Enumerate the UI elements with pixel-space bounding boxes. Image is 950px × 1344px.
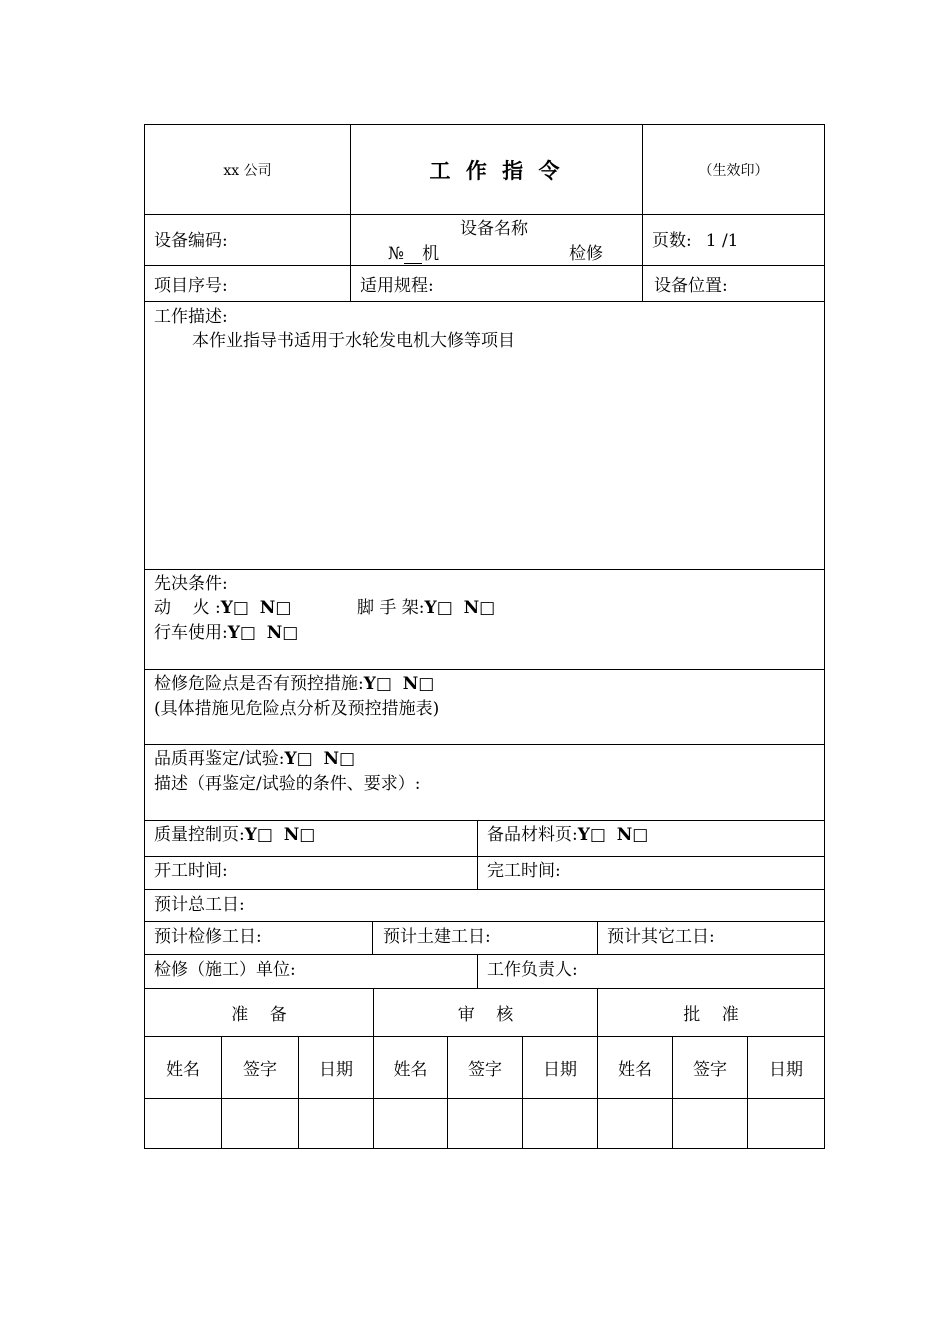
scaffold-no: N xyxy=(463,598,480,618)
qc-no: N xyxy=(283,825,300,845)
crane-yes-checkbox[interactable]: □ xyxy=(239,623,256,643)
work-desc-text: 本作业指导书适用于水轮发电机大修等项目 xyxy=(192,331,515,351)
seal-placeholder: （生效印） xyxy=(698,162,769,179)
spares-yes-checkbox[interactable]: □ xyxy=(589,825,606,845)
scaffold-no-checkbox[interactable]: □ xyxy=(479,598,496,618)
reverify-row xyxy=(154,749,355,769)
location-label: 设备位置: xyxy=(654,276,728,296)
review-date-cell[interactable] xyxy=(523,1099,597,1148)
approve-date-header: 日期 xyxy=(769,1060,803,1080)
crane-label: 行车使用: xyxy=(154,623,228,643)
hazard-no-checkbox[interactable]: □ xyxy=(418,674,435,694)
spares-no: N xyxy=(616,825,633,845)
pages-value: 1 /1 xyxy=(705,231,739,251)
reverify-no-checkbox[interactable]: □ xyxy=(339,749,356,769)
review-name-header: 姓名 xyxy=(393,1060,428,1080)
prepare-name-cell[interactable] xyxy=(145,1099,221,1148)
equipment-code-label: 设备编码: xyxy=(154,231,228,251)
hazard-yes: Y xyxy=(363,674,376,694)
prepare-name-header: 姓名 xyxy=(166,1060,200,1080)
hazard-no: N xyxy=(402,674,419,694)
finish-time-label: 完工时间: xyxy=(487,861,561,881)
group-approve: 批 准 xyxy=(683,1005,739,1025)
approve-name-cell[interactable] xyxy=(598,1099,672,1148)
approve-sign-header: 签字 xyxy=(693,1060,727,1080)
reverify-label: 品质再鉴定/试验: xyxy=(154,749,285,769)
scaffold-yes-checkbox[interactable]: □ xyxy=(436,598,453,618)
total-days-label: 预计总工日: xyxy=(154,895,245,915)
procedure-label: 适用规程: xyxy=(360,276,434,296)
prepare-date-header: 日期 xyxy=(319,1060,353,1080)
crane-no: N xyxy=(266,623,283,643)
crane-row xyxy=(154,623,298,643)
reverify-no: N xyxy=(323,749,340,769)
fire-no: N xyxy=(259,598,276,618)
reverify-desc: 描述（再鉴定/试验的条件、要求）: xyxy=(154,774,421,794)
prepare-date-cell[interactable] xyxy=(299,1099,373,1148)
civil-days-label: 预计土建工日: xyxy=(383,927,491,947)
hazard-label: 检修危险点是否有预控措施: xyxy=(154,674,364,694)
fire-row xyxy=(154,598,291,618)
qc-yes: Y xyxy=(244,825,257,845)
equipment-name-label: 设备名称 xyxy=(460,219,528,239)
spares-no-checkbox[interactable]: □ xyxy=(632,825,649,845)
crane-yes: Y xyxy=(227,623,240,643)
review-name-cell[interactable] xyxy=(374,1099,447,1148)
hazard-yes-checkbox[interactable]: □ xyxy=(375,674,392,694)
reverify-yes: Y xyxy=(284,749,297,769)
pages-field xyxy=(652,231,739,251)
qc-no-checkbox[interactable]: □ xyxy=(299,825,316,845)
review-date-header: 日期 xyxy=(543,1060,577,1080)
spares-row xyxy=(487,825,648,845)
company-name: xx 公司 xyxy=(223,162,272,179)
equipment-no xyxy=(388,244,439,264)
review-sign-cell[interactable] xyxy=(448,1099,522,1148)
scaffold-yes: Y xyxy=(424,598,437,618)
approve-name-header: 姓名 xyxy=(618,1060,652,1080)
review-sign-header: 签字 xyxy=(468,1060,502,1080)
fire-label: 动 火 : xyxy=(154,598,221,618)
number-sign: № xyxy=(388,244,405,264)
approve-sign-cell[interactable] xyxy=(673,1099,747,1148)
start-time-label: 开工时间: xyxy=(154,861,228,881)
overhaul-word: 检修 xyxy=(569,244,603,264)
prepare-sign-header: 签字 xyxy=(243,1060,277,1080)
approve-date-cell[interactable] xyxy=(748,1099,824,1148)
prereq-label: 先决条件: xyxy=(154,574,228,594)
group-prepare: 准 备 xyxy=(231,1005,287,1025)
pages-label: 页数: xyxy=(652,231,692,251)
machine-word: 机 xyxy=(422,244,440,264)
item-no-label: 项目序号: xyxy=(154,276,228,296)
prepare-sign-cell[interactable] xyxy=(222,1099,298,1148)
qc-yes-checkbox[interactable]: □ xyxy=(256,825,273,845)
scaffold-row xyxy=(357,598,495,618)
form-title: 工 作 指 令 xyxy=(429,157,564,183)
work-desc-label: 工作描述: xyxy=(154,307,228,327)
fire-yes-checkbox[interactable]: □ xyxy=(232,598,249,618)
other-days-label: 预计其它工日: xyxy=(607,927,715,947)
equipment-no-blank[interactable] xyxy=(404,247,422,264)
hazard-row xyxy=(154,674,434,694)
reverify-yes-checkbox[interactable]: □ xyxy=(296,749,313,769)
repair-days-label: 预计检修工日: xyxy=(154,927,262,947)
spares-label: 备品材料页: xyxy=(487,825,578,845)
leader-label: 工作负责人: xyxy=(487,960,578,980)
crane-no-checkbox[interactable]: □ xyxy=(282,623,299,643)
qc-row xyxy=(154,825,315,845)
group-review: 审 核 xyxy=(457,1005,514,1025)
fire-no-checkbox[interactable]: □ xyxy=(275,598,292,618)
unit-label: 检修（施工）单位: xyxy=(154,960,296,980)
hazard-note: (具体措施见危险点分析及预控措施表) xyxy=(154,699,440,719)
spares-yes: Y xyxy=(577,825,590,845)
scaffold-label: 脚 手 架: xyxy=(357,598,425,618)
qc-label: 质量控制页: xyxy=(154,825,245,845)
fire-yes: Y xyxy=(220,598,233,618)
